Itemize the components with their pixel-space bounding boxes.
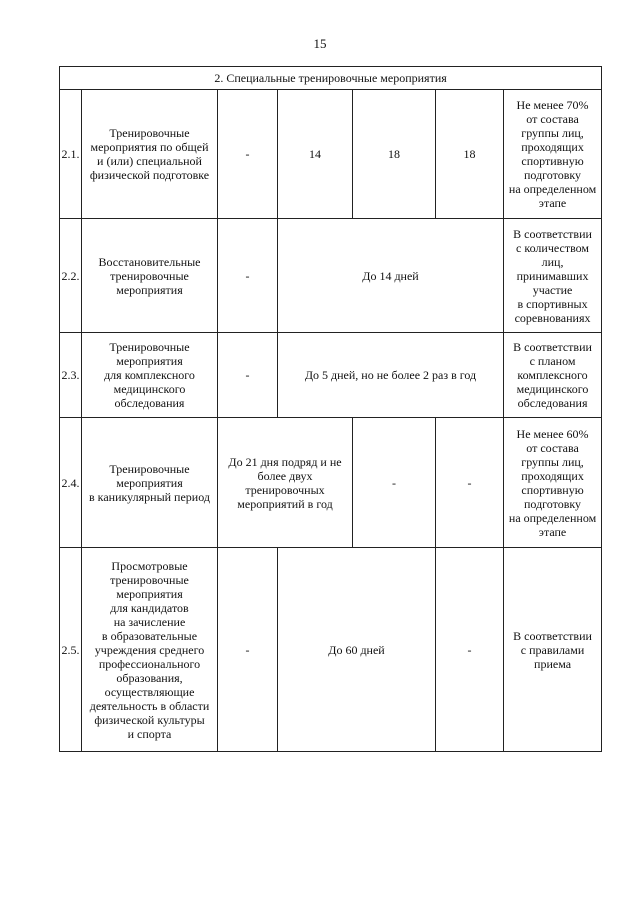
table-row xyxy=(60,418,602,548)
row-number: 2.1. xyxy=(60,90,82,219)
event-name: Тренировочные мероприятия по общей и (или) специальной физической подготовке xyxy=(82,90,218,219)
table-row xyxy=(60,333,602,418)
section-title: 2. Специальные тренировочные мероприятия xyxy=(60,67,602,90)
cell-span-value: До 14 дней xyxy=(278,219,504,333)
cell-value: - xyxy=(218,333,278,418)
cell-note: Не менее 70% от состава группы лиц, проходящих спортивную подготовку на определенном этапе xyxy=(504,90,602,219)
page-number: 15 xyxy=(313,36,327,51)
table-row xyxy=(60,219,602,333)
event-name: Просмотровые тренировочные мероприятия для кандидатов на зачисление в образовательные учреждения среднего профессионального образования, осуществляющие деятельность в области физической культуры и спорта xyxy=(82,548,218,752)
cell-value: - xyxy=(218,548,278,752)
training-events-table xyxy=(59,66,602,752)
event-name: Тренировочные мероприятия в каникулярный период xyxy=(82,418,218,548)
row-number: 2.4. xyxy=(60,418,82,548)
event-name: Восстановительные тренировочные мероприятия xyxy=(82,219,218,333)
row-number: 2.3. xyxy=(60,333,82,418)
row-number: 2.5. xyxy=(60,548,82,752)
row-number: 2.2. xyxy=(60,219,82,333)
cell-value: 18 xyxy=(436,90,504,219)
cell-span-value: До 60 дней xyxy=(278,548,436,752)
cell-note: В соответствии с количеством лиц, принимавших участие в спортивных соревнованиях xyxy=(504,219,602,333)
table-row xyxy=(60,548,602,752)
cell-value: - xyxy=(353,418,436,548)
cell-note: В соответствии с планом комплексного медицинского обследования xyxy=(504,333,602,418)
cell-value: - xyxy=(218,90,278,219)
cell-span-value: До 5 дней, но не более 2 раз в год xyxy=(278,333,504,418)
cell-span-value: До 21 дня подряд и не более двух тренировочных мероприятий в год xyxy=(218,418,353,548)
cell-value: 14 xyxy=(278,90,353,219)
cell-value: - xyxy=(436,548,504,752)
cell-value: - xyxy=(218,219,278,333)
table-row xyxy=(60,90,602,219)
cell-note: Не менее 60% от состава группы лиц, проходящих спортивную подготовку на определенном этапе xyxy=(504,418,602,548)
cell-value: 18 xyxy=(353,90,436,219)
event-name: Тренировочные мероприятия для комплексного медицинского обследования xyxy=(82,333,218,418)
cell-note: В соответствии с правилами приема xyxy=(504,548,602,752)
section-header-row xyxy=(60,67,602,90)
cell-value: - xyxy=(436,418,504,548)
